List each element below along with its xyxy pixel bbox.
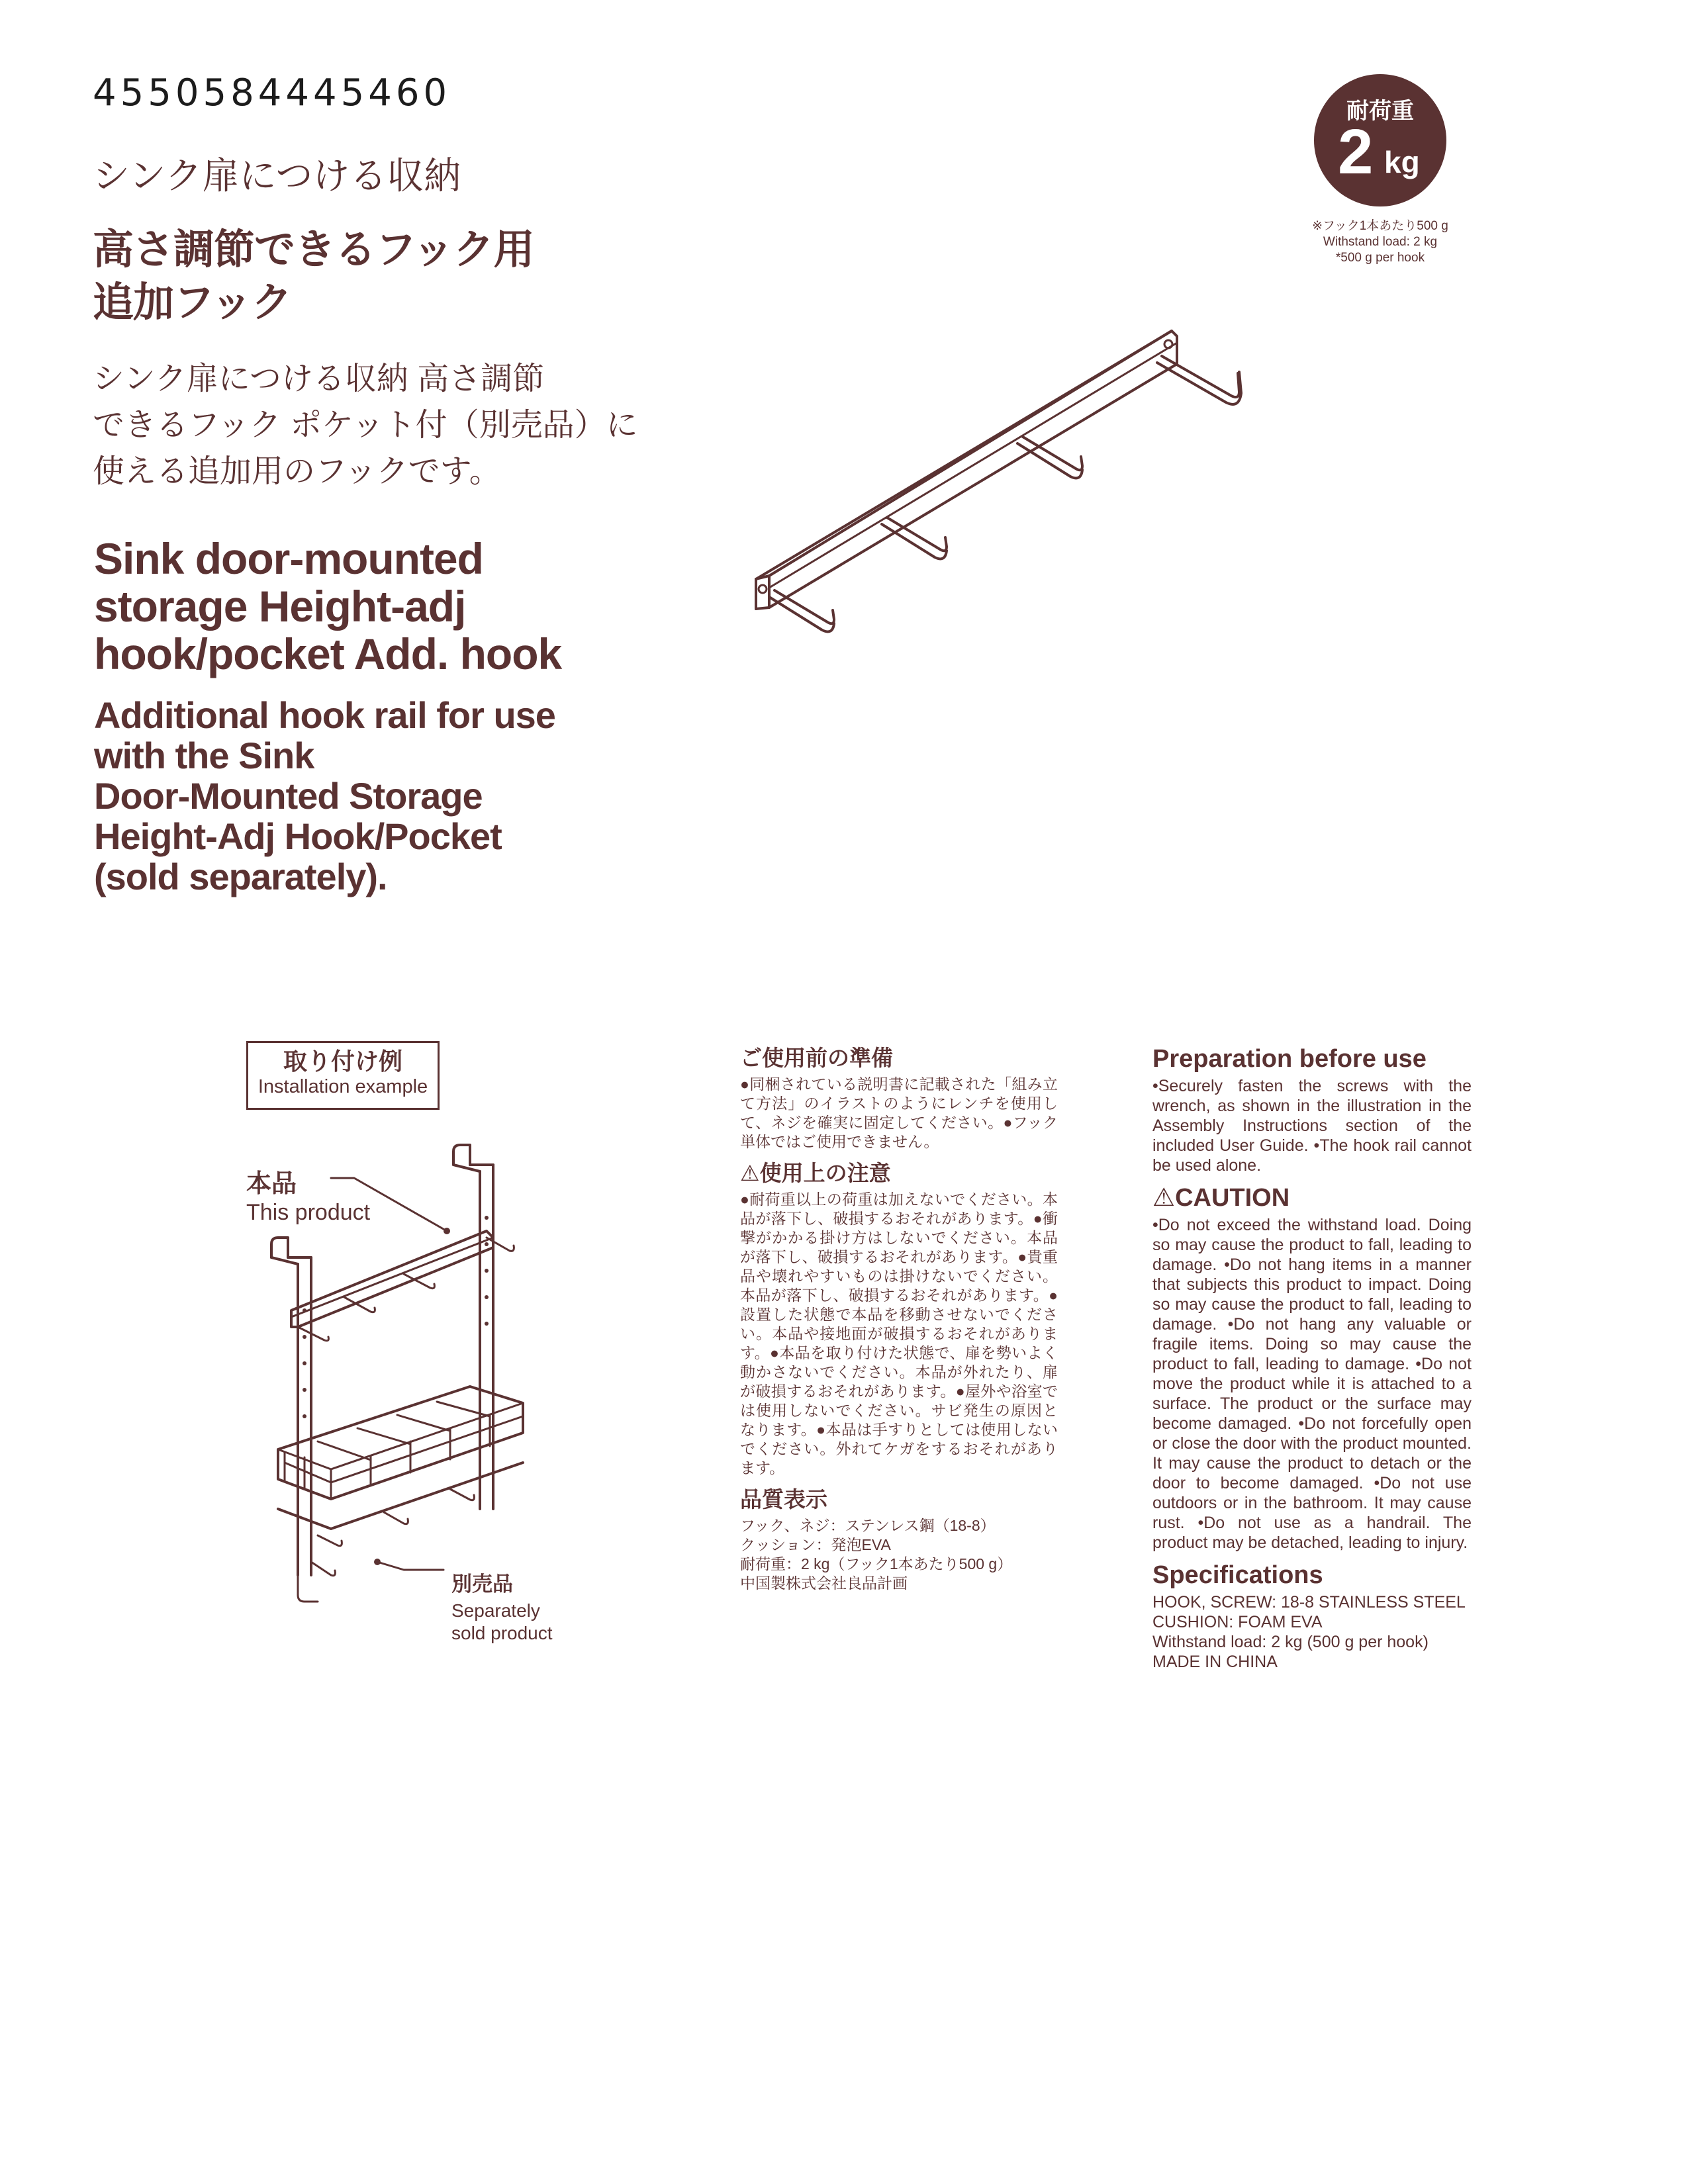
spec-line-en: Withstand load: 2 kg (500 g per hook) xyxy=(1152,1633,1429,1651)
spec-line-en: HOOK, SCREW: 18-8 STAINLESS STEEL xyxy=(1152,1593,1466,1612)
prep-text-ja: ●同梱されている説明書に記載された「組み立て方法」のイラストのようにレンチを使用して、ネジを確実に固定してください。●フック単体ではご使用できません。 xyxy=(740,1075,1058,1150)
barcode-number: 4550584445460 xyxy=(93,71,451,114)
badge-number: 2 xyxy=(1338,116,1374,187)
quality-line-ja: クッション：発泡EVA xyxy=(740,1536,891,1553)
prep-text-en: •Securely fasten the screws with the wrench, as shown in the illustration in the Assembly Instructions section of the included User Guide. •The hook rail cannot be used alone. xyxy=(1152,1077,1472,1175)
hook-rail-illustration xyxy=(728,324,1258,649)
description-ja-line: シンク扉につける収納 高さ調節 xyxy=(93,361,545,396)
subtitle-en-line: Additional hook rail for use xyxy=(94,694,555,736)
badge-note: Withstand load: 2 kg xyxy=(1323,235,1438,249)
badge-unit: kg xyxy=(1384,145,1420,179)
subtitle-en-line: (sold separately). xyxy=(94,856,387,897)
upright-holes xyxy=(303,1216,489,1418)
caution-heading-en: ⚠CAUTION xyxy=(1152,1184,1290,1212)
badge-note: *500 g per hook xyxy=(1335,251,1425,265)
this-product-label-ja: 本品 xyxy=(246,1170,297,1198)
caution-heading-ja: ⚠使用上の注意 xyxy=(740,1161,891,1185)
prep-heading-en: Preparation before use xyxy=(1152,1045,1427,1073)
caution-text-ja: ●耐荷重以上の荷重は加えないでください。本品が落下し、破損するおそれがあります。●衝撃がかかる掛け方はしないでください。本品が落下し、破損するおそれがあります。●貴重品や壊れやすいものは掛けないでください。本品が落下し、破損するおそれがあります。●設置した状態で本品を移動させないでください。本品や接地面が破損するおそれがあります。●本品を取り付けた状態で、扉を勢いよく動かさないでください。本品が外れたり、扉が破損するおそれがあります。●屋外や浴室では使用しないでください。サビ発生の原因となります。●本品は手すりとしては使用しないでください。外れてケガをするおそれがあります。 xyxy=(740,1191,1058,1477)
spec-heading-en: Specifications xyxy=(1152,1561,1323,1589)
this-product-leader-dot xyxy=(444,1228,450,1234)
product-subtitle-en xyxy=(94,695,555,897)
product-title-en xyxy=(94,535,561,678)
product-title-ja xyxy=(93,224,534,330)
description-ja-line: できるフック ポケット付（別売品）に xyxy=(93,408,638,443)
installation-label-ja: 取り付け例 xyxy=(283,1048,402,1075)
spec-line-en: CUSHION: FOAM EVA xyxy=(1152,1613,1323,1631)
category-title-ja: シンク扉につける収納 xyxy=(93,155,461,197)
notes-column-en xyxy=(1152,1044,1472,1672)
badge-notes xyxy=(1281,218,1479,266)
this-product-leader-line xyxy=(331,1178,447,1231)
badge-label: 耐荷重 xyxy=(1346,99,1414,124)
product-description-ja xyxy=(93,356,638,495)
quality-lines-ja xyxy=(740,1516,1058,1593)
subtitle-en-line: with the Sink xyxy=(94,735,314,776)
product-title-ja-line: 高さ調節できるフック用 xyxy=(93,227,534,273)
installation-label-en: Installation example xyxy=(258,1076,428,1097)
separate-product-leader-line xyxy=(377,1562,444,1570)
installation-example-box xyxy=(246,1041,440,1110)
title-en-line: hook/pocket Add. hook xyxy=(94,629,562,678)
quality-heading-ja: 品質表示 xyxy=(740,1487,827,1512)
caution-text-en: •Do not exceed the withstand load. Doing so may cause the product to fall, leading to damage. •Do not hang items in a manner that subjects this product to impact. Doing so may cause the product to fall, leading to damage. •Do not hang any valuable or fragile items. Doing so may cause the product to fall, leading to damage. •Do not move the product while it is attached to a surface. The product or the surface may become damaged. •Do not forcefully open or close the door with the product mounted. It may cause the product to detach or the door to become damaged. •Do not use outdoors or in the bathroom. It may cause rust. •Do not use as a handrail. The product may be detached, leading to injury. xyxy=(1152,1216,1472,1552)
subtitle-en-line: Door-Mounted Storage xyxy=(94,775,483,817)
load-badge xyxy=(1314,74,1446,206)
spec-lines-en xyxy=(1152,1592,1472,1672)
subtitle-en-line: Height-Adj Hook/Pocket xyxy=(94,815,502,857)
quality-line-ja: 中国製株式会社良品計画 xyxy=(740,1574,908,1592)
installation-illustration xyxy=(265,1138,569,1615)
this-product-label-en: This product xyxy=(246,1200,371,1225)
title-en-line: storage Height-adj xyxy=(94,582,466,631)
notes-column-ja xyxy=(740,1044,1058,1593)
badge-note: ※フック1本あたり500 g xyxy=(1312,219,1448,233)
spec-line-en: MADE IN CHINA xyxy=(1152,1653,1278,1671)
description-ja-line: 使える追加用のフックです。 xyxy=(93,454,501,489)
separate-product-leader-dot xyxy=(374,1559,381,1565)
separate-product-label-line: Separately xyxy=(451,1600,540,1621)
prep-heading-ja: ご使用前の準備 xyxy=(740,1046,893,1070)
quality-line-ja: 耐荷重：2 kg（フック1本あたり500 g） xyxy=(740,1555,1013,1572)
separate-product-label-line: sold product xyxy=(451,1623,553,1643)
quality-line-ja: フック、ネジ：ステンレス鋼（18-8） xyxy=(740,1517,996,1534)
product-title-ja-line: 追加フック xyxy=(93,280,292,326)
title-en-line: Sink door-mounted xyxy=(94,534,483,583)
separate-product-label-ja: 別売品 xyxy=(451,1572,513,1596)
